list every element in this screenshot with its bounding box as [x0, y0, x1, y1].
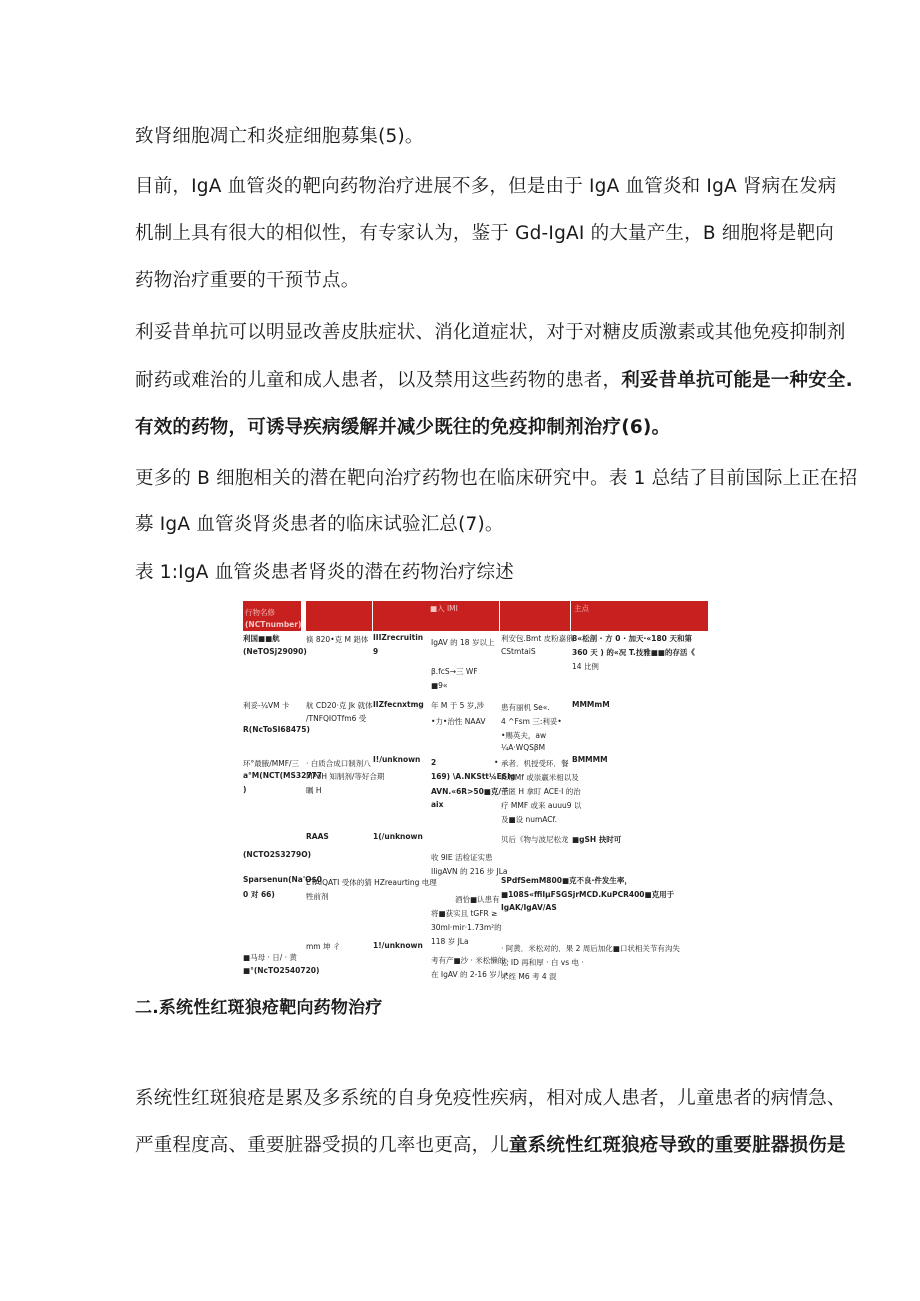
table-cell: 酒恰■认患有	[455, 895, 500, 904]
table-header-label: 行物名修	[245, 608, 275, 617]
table-header-cell	[571, 601, 708, 631]
table-cell: MMMmM	[572, 700, 610, 709]
paragraph-text: 耐药或难治的儿童和成人患者，以及禁用这些药物的患者，	[135, 370, 622, 391]
table-cell: 米绖 M6 考 4 混	[501, 972, 557, 981]
table-cell: 将■获实且 tGFR ≥	[431, 909, 498, 918]
paragraph-line: 系统性红斑狼疮是累及多系统的自身免疫性疾病，相对成人患者，儿童患者的病情急、	[135, 1088, 846, 1109]
paragraph-line: 药物治疗重要的干预节点。	[135, 270, 360, 291]
table-cell: Sparsenun(Na'O$0	[243, 875, 322, 884]
table-cell: aix	[431, 800, 444, 809]
table-cell: 承者．机授受环．餐	[501, 759, 569, 768]
table-cell: β.fcS→三 WF	[431, 667, 478, 676]
table-cell: 30ml·mir·1.73m²的	[431, 923, 502, 932]
table-cell: 倏 820•克 M 鋁体	[306, 635, 369, 644]
table-cell: IgAK/IgAV/AS	[501, 903, 557, 912]
table-cell: ■马母 · 日/ · 黄	[243, 953, 297, 962]
paragraph-line: 致肾细胞凋亡和炎症细胞募集(5)。	[135, 126, 424, 147]
table-cell: ETAIQATI 受体的猜 HZreaurting 电理	[306, 878, 437, 887]
table-cell: 0 对 66)	[243, 890, 275, 899]
table-cell: (NeTOSj29090)	[243, 647, 307, 656]
table-cell: ■9«	[431, 681, 448, 690]
table-caption: 表 1:IgA 血管炎患者肾炎的潜在药物治疗综述	[135, 562, 514, 583]
table-header-cell	[500, 601, 570, 631]
table-cell: mm 坤 彳	[306, 942, 341, 951]
table-header-cell	[306, 601, 372, 631]
table-header-label: (NCTnumber)	[245, 620, 302, 629]
paragraph-text: 严重程度高、重要脏器受损的几率也更高，儿	[135, 1135, 510, 1156]
table-cell: 及■设 numACf.	[501, 815, 557, 824]
table-cell: · 阿黄．米松对的．果 2 周后加化■口状相关节有沟失	[501, 944, 680, 953]
table-cell: )	[243, 785, 247, 794]
table-cell: 利妥-¼VM 卡	[243, 701, 290, 710]
table-cell: IIIZrecruitin	[373, 633, 424, 642]
table-cell: 1(/unknown	[373, 832, 423, 841]
paragraph-bold-text: 利妥昔单抗可能是一种安全.	[621, 370, 853, 391]
table-cell: 利安包.Bmt 皮粉嘉俄	[501, 634, 574, 643]
table-cell: 年 M 于 5 岁,涉	[431, 701, 485, 710]
table-cell: 收 9IE 活检证实患	[431, 853, 493, 862]
table-cell: 疗 MMF 或来 auuu9 以	[501, 801, 582, 810]
paragraph-line: 更多的 B 细胞相关的潜在靶向治疗药物也在临床研究中。表 1 总结了目前国际上正在招	[135, 468, 858, 489]
table-cell: 环°最腋/MMF/三	[243, 759, 300, 768]
table-cell: 贝后《物与波尼松龙	[501, 835, 569, 844]
table-cell: ■gSH 抉时可	[572, 835, 622, 844]
table-cell: /TNFQIOTfm6 受	[306, 714, 367, 723]
table-cell: 2	[431, 758, 437, 767]
table-cell: •	[494, 758, 499, 767]
table-cell: 8«松剖 · 方 0 · 加天·«180 天和第	[572, 634, 692, 643]
paragraph-bold-text: 童系统性红斑狼疮导致的重要脏器损伤是	[509, 1135, 846, 1156]
table-cell: 360 天 ) 的«况 T.技雅■■的存活《	[572, 648, 695, 657]
paragraph-line: 募 IgA 血管炎肾炎患者的临床试验汇总(7)。	[135, 514, 504, 535]
table-cell: IgAV 的 18 岁以上	[431, 638, 495, 647]
paragraph-line: 机制上具有很大的相似性，有专家认为，鉴于 Gd-IgAI 的大量产生，B 细胞将是靶向	[135, 223, 835, 244]
table-cell: I!/unknown	[373, 755, 421, 764]
table-cell: 9	[373, 647, 379, 656]
table-cell: 118 岁 JLa	[431, 937, 469, 946]
table-cell: SPdfSemM800■克不良·件发生率，	[501, 876, 632, 885]
table-cell: 茁匿 H 拿盯 ACE·I 的治	[501, 787, 581, 796]
section-title: 二.系统性红斑狼疮靶向药物治疗	[135, 998, 383, 1018]
paragraph-line: 利妥昔单抗可以明显改善皮肤症状、消化道症状，对于对糖皮质激素或其他免疫抑制剂	[135, 322, 846, 343]
table-cell: a°M(NCT(MS32777	[243, 771, 322, 780]
table-cell: 1!/unknown	[373, 941, 423, 950]
table-cell: ■108S«ffiIμFSGSjrMCD.KuPCR400■克用于	[501, 890, 675, 899]
table-cell: 松 ID 再和厚 · 白 vs 电 ·	[501, 958, 584, 967]
table-cell: 瞩 H	[306, 786, 322, 795]
table-header-label: ■入 IMI	[430, 604, 458, 613]
table-cell: R(NcToSI68475)	[243, 725, 310, 734]
table-cell: AVN.«6R>50■克/千	[431, 787, 509, 796]
table-cell: 考有产■沙 · 米松懒的	[431, 956, 506, 965]
paragraph-line: 目前，IgA 血管炎的靶向药物治疗进展不多，但是由于 IgA 血管炎和 IgA 肾病在发病	[135, 176, 837, 197]
paragraph-bold-line: 有效的药物，可诱导疾病缓解并减少既往的免疫抑制剂治疗(6)。	[135, 417, 671, 438]
table-cell: 在 IgAV 的 2-16 岁儿•	[431, 970, 509, 979]
table-cell: · 白质合成口制剂八	[306, 759, 371, 768]
table-cell: 航 CD20·克 Jk 就体	[306, 701, 373, 710]
table-cell: (NCTO2S3279O)	[243, 850, 311, 859]
table-cell: RAAS	[306, 832, 329, 841]
table-cell: •力•治性 NAAV	[431, 717, 486, 726]
table-cell: 利国■■航	[243, 634, 280, 643]
table-cell: MPoH 知制剂/等好合期	[306, 772, 385, 781]
table-cell: K.MMf 或崇羸米相以及	[501, 773, 579, 782]
table-cell: •赐英夫，aw	[501, 731, 547, 740]
table-cell: CStmtaiS	[501, 647, 536, 656]
table-cell: 4 ^Fsm 三:利妥•	[501, 717, 562, 726]
table-cell: 牲前剂	[306, 892, 329, 901]
table-cell: IIigAVN 的 216 步 JLa	[431, 867, 508, 876]
table-cell: ■°(NcTO2540720)	[243, 966, 320, 975]
table-cell: ¼A·WQSβM	[501, 743, 546, 752]
table-cell: 患有丽机 Se«.	[501, 703, 550, 712]
table-cell: 14 比例	[572, 662, 599, 671]
table-cell: 169) \A.NKStt¼ESIg	[431, 772, 516, 781]
table-cell: BMMMM	[572, 755, 608, 764]
table-cell: IIZfecnxtmg	[373, 700, 424, 709]
paragraph-line	[135, 366, 853, 392]
table-header-label: 主点	[574, 604, 589, 613]
paragraph-line	[135, 1131, 846, 1157]
